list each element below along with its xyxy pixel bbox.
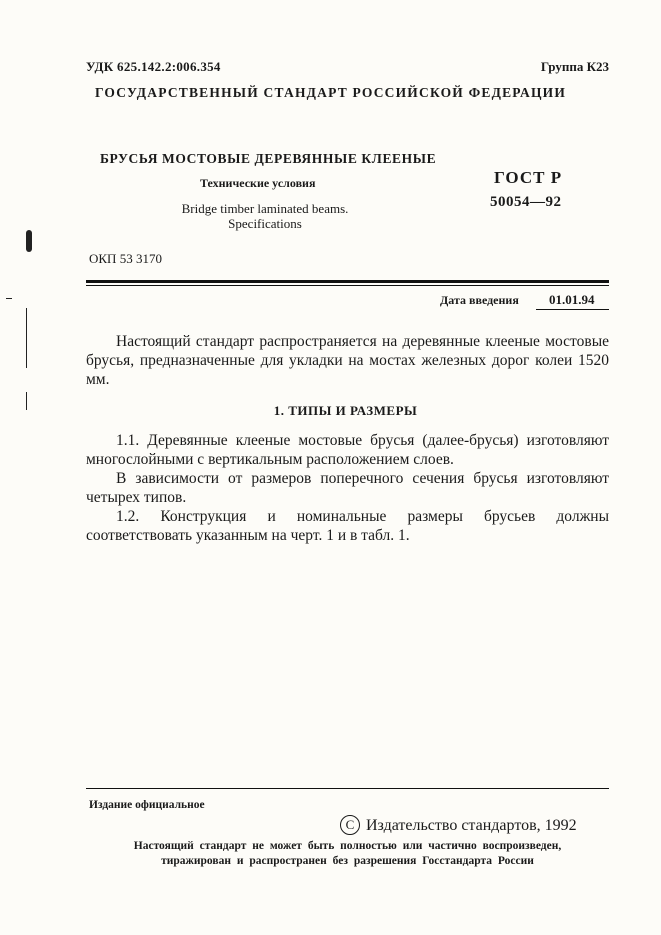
edition-label: Издание официальное (89, 799, 205, 811)
gost-number: 50054—92 (490, 194, 562, 210)
copyright-line (340, 815, 577, 835)
notice-line-2: тиражирован и распространен без разрешения Госстандарта России (161, 855, 534, 867)
gost-label: ГОСТ Р (494, 168, 563, 187)
udk-code: УДК 625.142.2:006.354 (86, 59, 221, 74)
scan-mark (6, 298, 12, 299)
english-title-line1: Bridge timber laminated beams. (181, 201, 349, 216)
publisher: Издательство стандартов, 1992 (366, 817, 577, 834)
clause-1-1-b: В зависимости от размеров поперечного сечения брусья изготовляют четырех типов. (86, 470, 609, 506)
intro-paragraph-block (86, 332, 609, 389)
english-title (160, 201, 370, 231)
section-body (86, 431, 609, 545)
clause-1-2: 1.2. Конструкция и номинальные размеры брусьев должны соответствовать указанным на черт. 1 и в табл. 1. (86, 508, 609, 544)
english-title-line2: Specifications (228, 216, 302, 231)
document-title: БРУСЬЯ МОСТОВЫЕ ДЕРЕВЯННЫЕ КЛЕЕНЫЕ (100, 151, 437, 166)
reproduction-notice (86, 839, 609, 869)
copyright-icon: C (340, 815, 360, 835)
divider-thick (86, 280, 609, 283)
scan-mark (26, 308, 27, 368)
state-standard-heading: ГОСУДАРСТВЕННЫЙ СТАНДАРТ РОССИЙСКОЙ ФЕДЕРАЦИИ (94, 85, 567, 100)
okp-code: ОКП 53 3170 (89, 251, 162, 266)
date-underline (536, 309, 609, 310)
scan-mark (26, 392, 27, 410)
intro-paragraph: Настоящий стандарт распространяется на деревянные клееные мостовые брусья, предназначенные для укладки на мостах железных дорог колеи 1520 мм. (86, 333, 609, 388)
clause-1-1: 1.1. Деревянные клееные мостовые брусья (далее-брусья) изготовляют многослойными с вертикальным расположением слоев. (86, 432, 609, 468)
scan-mark (26, 230, 32, 252)
group-code: Группа К23 (540, 59, 609, 74)
notice-line-1: Настоящий стандарт не может быть полностью или частично воспроизведен, (133, 840, 562, 852)
divider-thin (86, 285, 609, 286)
date-value: 01.01.94 (549, 292, 595, 307)
section-heading: 1. ТИПЫ И РАЗМЕРЫ (273, 403, 418, 418)
footer-divider (86, 788, 609, 789)
date-label: Дата введения (440, 293, 519, 307)
document-subtitle: Технические условия (200, 176, 316, 190)
